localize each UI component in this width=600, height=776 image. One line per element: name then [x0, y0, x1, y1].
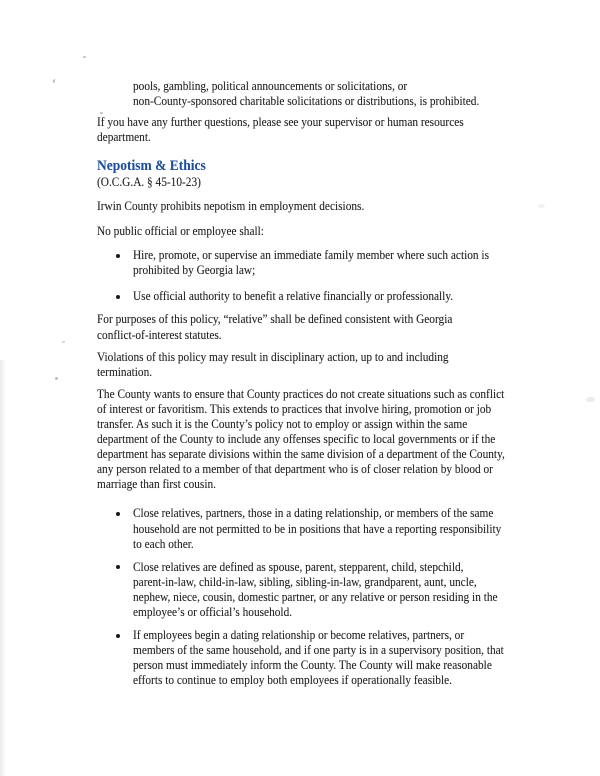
- bullet-list-official-rules: [97, 248, 577, 304]
- section-heading-nepotism-ethics: [97, 158, 577, 175]
- text-line: nephew, niece, cousin, domestic partner, or any relative or person residing in the: [133, 589, 498, 604]
- text-line: Violations of this policy may result in disciplinary action, up to and including: [97, 349, 449, 364]
- text-line: (O.C.G.A. § 45-10-23): [97, 174, 201, 189]
- bullet-icon: [116, 254, 120, 258]
- text-line: efforts to continue to employ both employees if operationally feasible.: [133, 673, 452, 688]
- text-line: No public official or employee shall:: [97, 224, 264, 239]
- paragraph-relative-definition: [97, 312, 577, 342]
- bullet-icon: [116, 295, 120, 299]
- text-line: department of the County to include any offenses specific to local governments or if the: [97, 432, 496, 447]
- text-line: any person related to a member of that department who is of closer relation by blood or: [97, 462, 493, 477]
- bullet-item: [133, 628, 577, 688]
- section-heading-text: Nepotism & Ethics: [97, 158, 206, 175]
- bullet-list-relationship-rules: [97, 506, 577, 688]
- paragraph-prohibits-nepotism: [97, 199, 577, 214]
- text-line: of interest or favoritism. This extends to practices that involve hiring, promotion or job: [97, 401, 492, 416]
- bullet-icon: [116, 512, 120, 516]
- text-line: transfer. As such it is the County’s policy not to employ or assign within the same: [97, 417, 468, 431]
- text-line: pools, gambling, political announcements or solicitations, or: [133, 79, 408, 93]
- text-line: department.: [97, 130, 151, 145]
- text-line: If you have any further questions, please see your supervisor or human resources: [97, 115, 464, 130]
- text-line: Irwin County prohibits nepotism in employment decisions.: [97, 198, 365, 213]
- bullet-item: [133, 289, 577, 304]
- text-line: person must immediately inform the County. The County will make reasonable: [133, 658, 492, 673]
- text-line: employee’s or official’s household.: [133, 605, 293, 620]
- text-line: The County wants to ensure that County practices do not create situations such as conflict: [97, 386, 505, 401]
- text-line: Close relatives, partners, those in a dating relationship, or members of the same: [133, 506, 494, 521]
- text-line: For purposes of this policy, “relative” shall be defined consistent with Georgia: [97, 312, 453, 327]
- bullet-icon: [116, 565, 120, 569]
- text-line: marriage than first cousin.: [97, 477, 216, 492]
- text-line: prohibited by Georgia law;: [133, 263, 256, 278]
- scan-smudge: [586, 397, 595, 402]
- statute-reference: [97, 175, 577, 190]
- text-line: Hire, promote, or supervise an immediate family member where such action is: [133, 248, 489, 263]
- text-line: household are not permitted to be in positions that have a reporting responsibility: [133, 521, 502, 536]
- scan-speck: [55, 377, 58, 380]
- text-line: parent-in-law, child-in-law, sibling, sibling-in-law, grandparent, aunt, uncle,: [133, 574, 477, 589]
- list-continuation-paragraph: [133, 79, 577, 109]
- scan-edge-shadow: [0, 360, 6, 776]
- paragraph-county-policy: [97, 387, 577, 493]
- text-line: If employees begin a dating relationship or become relatives, partners, or: [133, 628, 465, 643]
- paragraph-further-questions: [97, 115, 577, 145]
- paragraph-no-public-official: [97, 224, 577, 239]
- text-line: Close relatives are defined as spouse, parent, stepparent, child, stepchild,: [133, 559, 464, 574]
- text-line: to each other.: [133, 536, 194, 551]
- text-line: department has separate divisions within the same division of a department of the County,: [97, 447, 505, 462]
- bullet-item: [133, 560, 577, 620]
- bullet-item: [133, 506, 577, 551]
- text-line: members of the same household, and if one party is in a supervisory position, that: [133, 643, 504, 658]
- document-body: [97, 79, 577, 689]
- scan-speck: [52, 79, 55, 83]
- scan-speck: [62, 341, 65, 343]
- bullet-item: [133, 248, 577, 278]
- scan-speck: [83, 56, 86, 58]
- paragraph-violations: [97, 350, 577, 380]
- text-line: conflict-of-interest statutes.: [97, 327, 222, 342]
- bullet-icon: [116, 634, 120, 638]
- text-line: non-County-sponsored charitable solicitations or distributions, is prohibited.: [133, 94, 480, 109]
- text-line: termination.: [97, 364, 153, 379]
- text-line: Use official authority to benefit a relative financially or professionally.: [133, 289, 454, 304]
